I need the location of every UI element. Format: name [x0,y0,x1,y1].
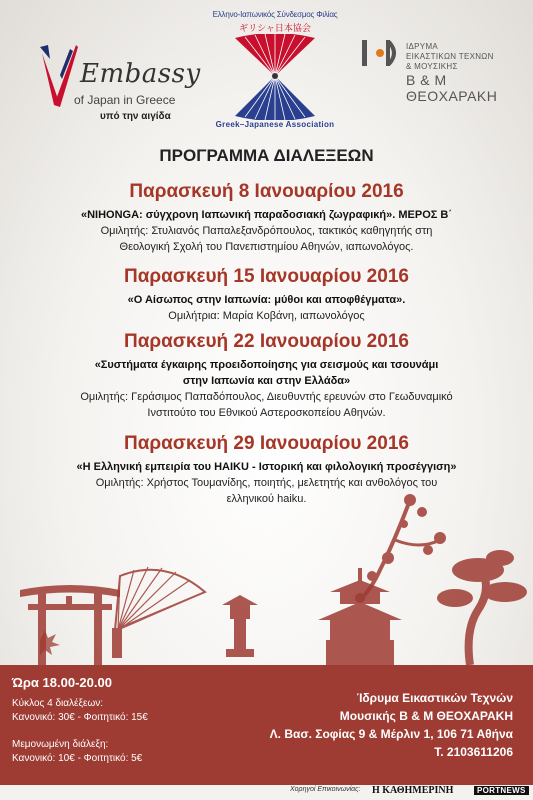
hand-fan-icon [112,567,205,658]
event-date: Παρασκευή 29 Ιανουαρίου 2016 [124,433,409,454]
event-speaker: Ομιλητής: Χρήστος Τουμανίδης, ποιητής, μελετητής και ανθολόγος του [95,477,438,489]
single-lecture-title: Μεμονωμένη διάλεξη: [12,739,109,750]
event-lecture: «Συστήματα έγκαιρης προειδοποίησης για σεισμούς και τσουνάμι [94,359,439,371]
japanese-scenery-illustration [0,480,533,665]
foundation-line-2: ΕΙΚΑΣΤΙΚΩΝ ΤΕΧΝΩΝ [406,52,494,61]
event-speaker: Ομιλητής: Στυλιανός Παπαλεξανδρόπουλος, τακτικός καθηγητής στη [100,225,433,237]
venue-line-2: Μουσικής Β & Μ ΘΕΟΧΑΡΑΚΗ [339,709,513,723]
event-date: Παρασκευή 8 Ιανουαρίου 2016 [129,181,404,202]
event-speaker: Ινστιτούτο του Εθνικού Αστεροσκοπείου Αθηνών. [147,407,386,419]
event-date: Παρασκευή 15 Ιανουαρίου 2016 [124,266,409,287]
foundation-mark-icon [360,38,400,68]
cherry-blossom-branch-icon [355,494,446,603]
foundation-line-5: ΘΕΟΧΑΡΑΚΗ [406,88,498,104]
cycle-title: Κύκλος 4 διαλέξεων: [12,698,104,709]
foundation-logo [360,36,520,104]
portnews-logo: PORTNEWS [474,786,529,795]
single-lecture-prices: Κανονικό: 10€ - Φοιτητικό: 5€ [12,753,143,764]
foundation-line-3: & ΜΟΥΣΙΚΗΣ [406,62,458,71]
bonsai-tree-icon [437,550,527,665]
lecture-hours: Ώρα 18.00-20.00 [12,675,112,690]
association-greek-name: Ελληνο-Ιαπωνικός Σύνδεσμος Φιλίας [212,10,338,19]
event-lecture: στην Ιαπωνία και στην Ελλάδα» [182,375,351,387]
embassy-auspices: υπό την αιγίδα [100,111,171,122]
venue-line-1: Ίδρυμα Εικαστικών Τεχνών [356,691,513,705]
event-date: Παρασκευή 22 Ιανουαρίου 2016 [124,331,409,352]
association-english-name: Greek–Japanese Association [215,120,335,129]
event-speaker: Θεολογική Σχολή του Πανεπιστημίου Αθηνών, ιαπωνολόγος. [119,241,414,253]
stone-lantern-icon [222,595,258,657]
torii-gate-icon [20,585,120,665]
foundation-line-4: Β & Μ [406,72,447,88]
media-sponsors [0,785,533,800]
embassy-logo [30,25,205,120]
cycle-prices: Κανονικό: 30€ - Φοιτητικό: 15€ [12,712,148,723]
sponsors-label: Χορηγοί Επικοινωνίας: [290,786,361,793]
venue-phone: Τ. 2103611206 [434,745,513,759]
foundation-line-1: ΙΔΡΥΜΑ [406,42,439,51]
event-1 [30,180,503,255]
kathimerini-logo: Η ΚΑΘΗΜΕΡΙΝΗ [372,785,454,796]
info-band [0,665,533,785]
event-speaker: ελληνικού haiku. [226,493,307,505]
association-japanese-name: ギリシャ日本協会 [239,23,311,33]
embassy-subtitle: of Japan in Greece [74,93,176,107]
event-lecture: «Η Ελληνική εμπειρία του HAIKU - Ιστορική και φιλολογική προσέγγιση» [76,461,457,473]
pagoda-icon [318,568,402,665]
event-speaker: Ομιλητής: Γεράσιμος Παπαδόπουλος, Διευθυντής ερευνών στο Γεωδυναμικό [80,391,453,403]
program-title: ΠΡΟΓΡΑΜΜΑ ΔΙΑΛΕΞΕΩΝ [159,146,374,165]
embassy-wordmark: Embassy [80,59,201,89]
association-logo [205,10,345,135]
double-fan-icon [233,34,317,120]
event-lecture: «Ο Αίσωπος στην Ιαπωνία: μύθοι και αποφθέγματα». [127,294,406,306]
event-2 [30,265,503,324]
event-3 [30,330,503,421]
venue-address: Λ. Βασ. Σοφίας 9 & Μέρλιν 1, 106 71 Αθήνα [269,727,513,741]
event-lecture: «NIHONGA: σύγχρονη Ιαπωνική παραδοσιακή ζωγραφική». ΜΕΡΟΣ Β΄ [80,209,453,221]
event-speaker: Ομιλήτρια: Μαρία Κοβάνη, ιαπωνολόγος [168,310,365,322]
